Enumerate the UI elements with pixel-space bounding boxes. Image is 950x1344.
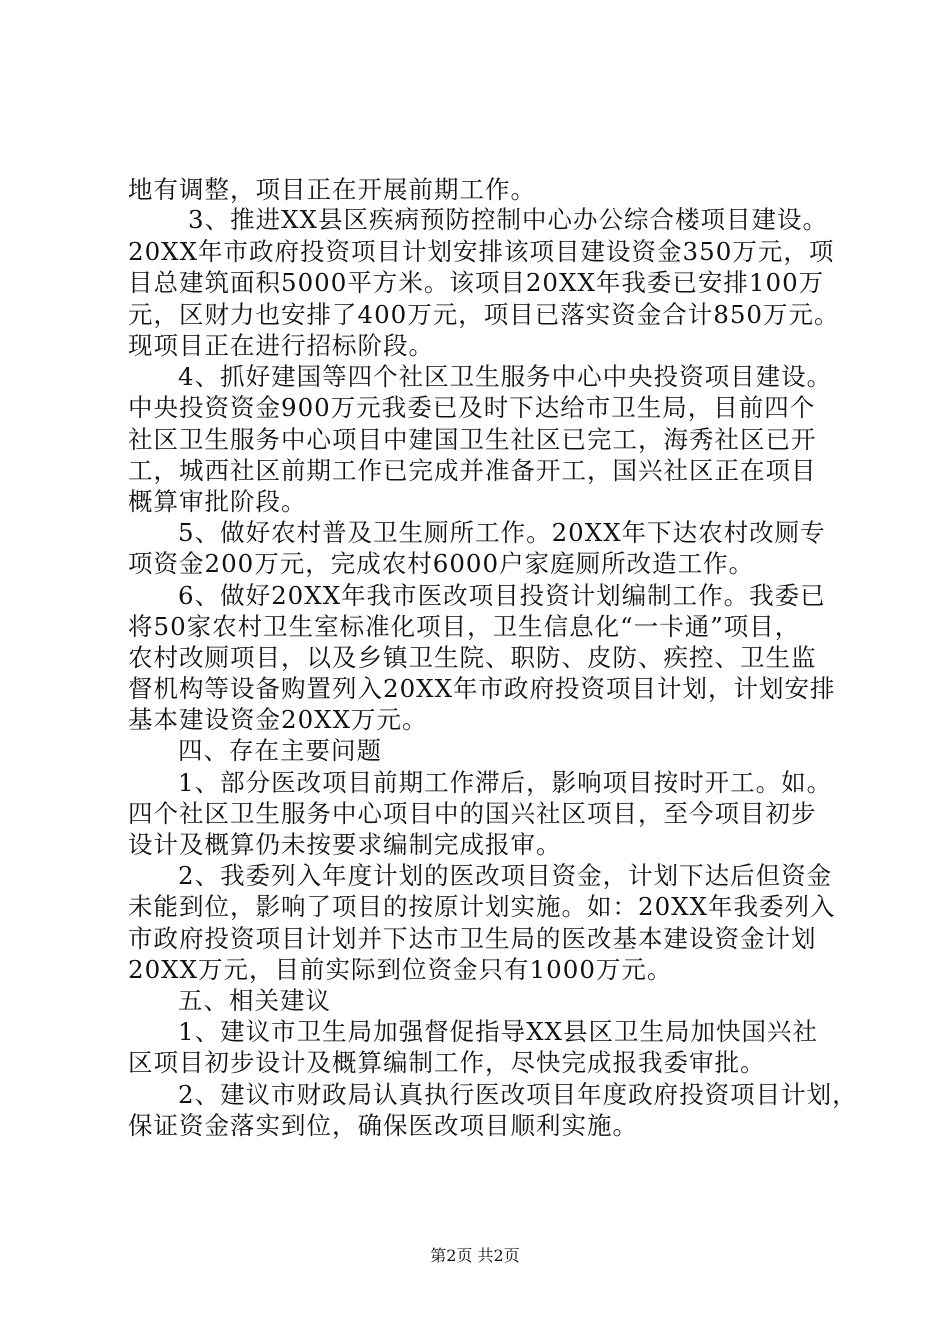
body-line: 元，区财力也安排了400万元，项目已落实资金合计850万元。 [128, 300, 840, 329]
body-line: 20XX年市政府投资项目计划安排该项目建设资金350万元，项 [128, 237, 835, 266]
page-footer: 第2页 共2页 [430, 1246, 520, 1265]
body-line: 保证资金落实到位，确保医改项目顺利实施。 [128, 1111, 638, 1140]
body-line: 督机构等设备购置列入20XX年市政府投资项目计划，计划安排 [128, 674, 836, 703]
body-line: 设计及概算仍未按要求编制完成报审。 [128, 830, 562, 859]
body-line: 工，城西社区前期工作已完成并准备开工，国兴社区正在项目 [128, 456, 817, 485]
body-line: 6、做好20XX年我市医改项目投资计划编制工作。我委已 [178, 581, 826, 610]
body-line: 四个社区卫生服务中心项目中的国兴社区项目，至今项目初步 [128, 799, 817, 828]
body-line: 1、部分医改项目前期工作滞后，影响项目按时开工。如。 [178, 768, 833, 797]
body-line: 目总建筑面积5000平方米。该项目20XX年我委已安排100万 [128, 268, 825, 297]
body-line: 4、抓好建国等四个社区卫生服务中心中央投资项目建设。 [178, 362, 833, 391]
body-line: 将50家农村卫生室标准化项目，卫生信息化“一卡通”项目， [128, 612, 801, 641]
body-line: 中央投资资金900万元我委已及时下达给市卫生局，目前四个 [128, 393, 816, 422]
body-line: 地有调整，项目正在开展前期工作。 [128, 175, 536, 204]
body-line: 5、做好农村普及卫生厕所工作。20XX年下达农村改厕专 [178, 518, 826, 547]
body-line: 2、我委列入年度计划的医改项目资金，计划下达后但资金 [178, 861, 833, 890]
body-line: 基本建设资金20XX万元。 [128, 705, 428, 734]
body-line: 区项目初步设计及概算编制工作，尽快完成报我委审批。 [128, 1048, 766, 1077]
section-heading: 五、相关建议 [178, 986, 331, 1015]
body-line: 项资金200万元，完成农村6000户家庭厕所改造工作。 [128, 549, 755, 578]
body-line: 20XX万元，目前实际到位资金只有1000万元。 [128, 955, 673, 984]
body-line: 农村改厕项目，以及乡镇卫生院、职防、皮防、疾控、卫生监 [128, 643, 817, 672]
body-line: 现项目正在进行招标阶段。 [128, 331, 434, 360]
body-line: 概算审批阶段。 [128, 487, 307, 516]
body-line: 1、建议市卫生局加强督促指导XX县区卫生局加快国兴社 [178, 1017, 818, 1046]
section-heading: 四、存在主要问题 [178, 736, 382, 765]
body-line: 3、推进XX县区疾病预防控制中心办公综合楼项目建设。 [188, 205, 828, 234]
body-line: 未能到位，影响了项目的按原计划实施。如：20XX年我委列入 [128, 892, 836, 921]
body-line: 社区卫生服务中心项目中建国卫生社区已完工，海秀社区已开 [128, 425, 817, 454]
body-line: 市政府投资项目计划并下达市卫生局的医改基本建设资金计划 [128, 924, 817, 953]
body-line: 2、建议市财政局认真执行医改项目年度政府投资项目计划， [178, 1080, 858, 1109]
